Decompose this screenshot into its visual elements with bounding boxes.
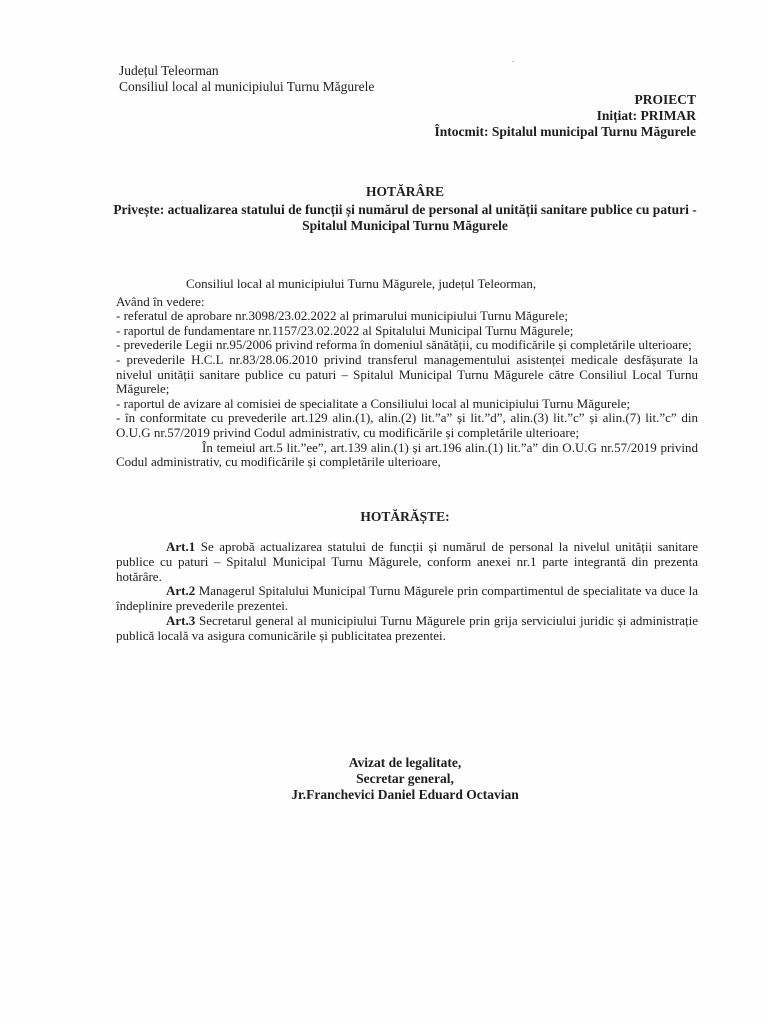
project-status: PROIECT <box>634 92 696 107</box>
article <box>116 540 698 584</box>
signatory-name: Jr.Franchevici Daniel Eduard Octavian <box>291 787 519 802</box>
document-title: HOTĂRÂRE <box>365 184 444 199</box>
project-meta <box>434 92 696 140</box>
article-text: Se aprobă actualizarea statului de funcții și numărul de personal la nivelul unității sanitare publice cu paturi – Spitalul Municipal Turnu Măgurele, conform anexei nr.1 parte integrantă din prezenta hotărâre. <box>116 539 698 584</box>
article-label: Art.1 <box>166 539 196 554</box>
article <box>116 584 698 614</box>
article-text: Managerul Spitalului Municipal Turnu Măgurele prin compartimentul de specialitate va duce la îndeplinire prevederile prezentei. <box>116 583 698 614</box>
considering-item: - prevederile Legii nr.95/2006 privind reforma în domeniul sănătății, cu modificările și completările ulterioare; <box>116 337 692 353</box>
article-text: Secretarul general al municipiului Turnu Măgurele prin grija serviciului juridic și administrație publică locală va asigura comunicările și publicitatea prezentei. <box>116 612 698 643</box>
county-name: Județul Teleorman <box>119 63 219 78</box>
document-subject: Privește: actualizarea statului de funcții și numărul de personal al unității sanitare publice cu paturi - Spitalul Municipal Turnu Măgurele <box>113 201 697 233</box>
endorsement-title: Avizat de legalitate, <box>348 755 462 770</box>
considering-label: Având în vedere: <box>116 293 205 309</box>
considering-item: - în conformitate cu prevederile art.129 alin.(1), alin.(2) lit.”a” și lit.”d”, alin.(3) lit.”c” și alin.(7) lit.”c” din O.U.G nr.57/2019 privind Codul administrativ, cu modificările și completările ulterioare; <box>116 410 698 440</box>
articles-section <box>116 540 698 644</box>
considering-item: - referatul de aprobare nr.3098/23.02.2022 al primarului municipiului Turnu Măgurele; <box>116 308 569 324</box>
preamble <box>116 277 698 470</box>
legality-endorsement <box>110 755 700 803</box>
signatory-role: Secretar general, <box>356 771 454 786</box>
initiator: Inițiat: PRIMAR <box>596 108 696 123</box>
considering-item: - raportul de fundamentare nr.1157/23.02.2022 al Spitalului Municipal Turnu Măgurele; <box>116 322 574 338</box>
council-name: Consiliul local al municipiului Turnu Măgurele <box>119 79 375 94</box>
legal-basis: În temeiul art.5 lit.”ee”, art.139 alin.(1) și art.196 alin.(1) lit.”a” din O.U.G nr.57/2019 privind Codul administrativ, cu modificările și completările ulterioare, <box>116 439 698 470</box>
article-label: Art.3 <box>166 612 196 628</box>
issuer-header <box>119 63 374 95</box>
preamble-intro: Consiliul local al municipiului Turnu Măgurele, județul Teleorman, <box>186 276 537 291</box>
document-title-block <box>110 184 700 235</box>
prepared-by: Întocmit: Spitalul municipal Turnu Măgurele <box>434 124 696 139</box>
considering-item: - raportul de avizare al comisiei de specialitate a Consiliului local al municipiului Turnu Măgurele; <box>116 395 631 411</box>
scan-artifact <box>512 61 514 62</box>
article <box>116 614 698 644</box>
considering-item: - prevederile H.C.L nr.83/28.06.2010 privind transferul managementului asistenței medicale desfășurate la nivelul unității sanitare publice cu paturi – Spitalul Municipal Turnu Măgurele către Consiliul Local Turnu Măgurele; <box>116 351 698 397</box>
article-label: Art.2 <box>166 583 196 599</box>
decision-heading: HOTĂRĂȘTE: <box>360 509 450 524</box>
